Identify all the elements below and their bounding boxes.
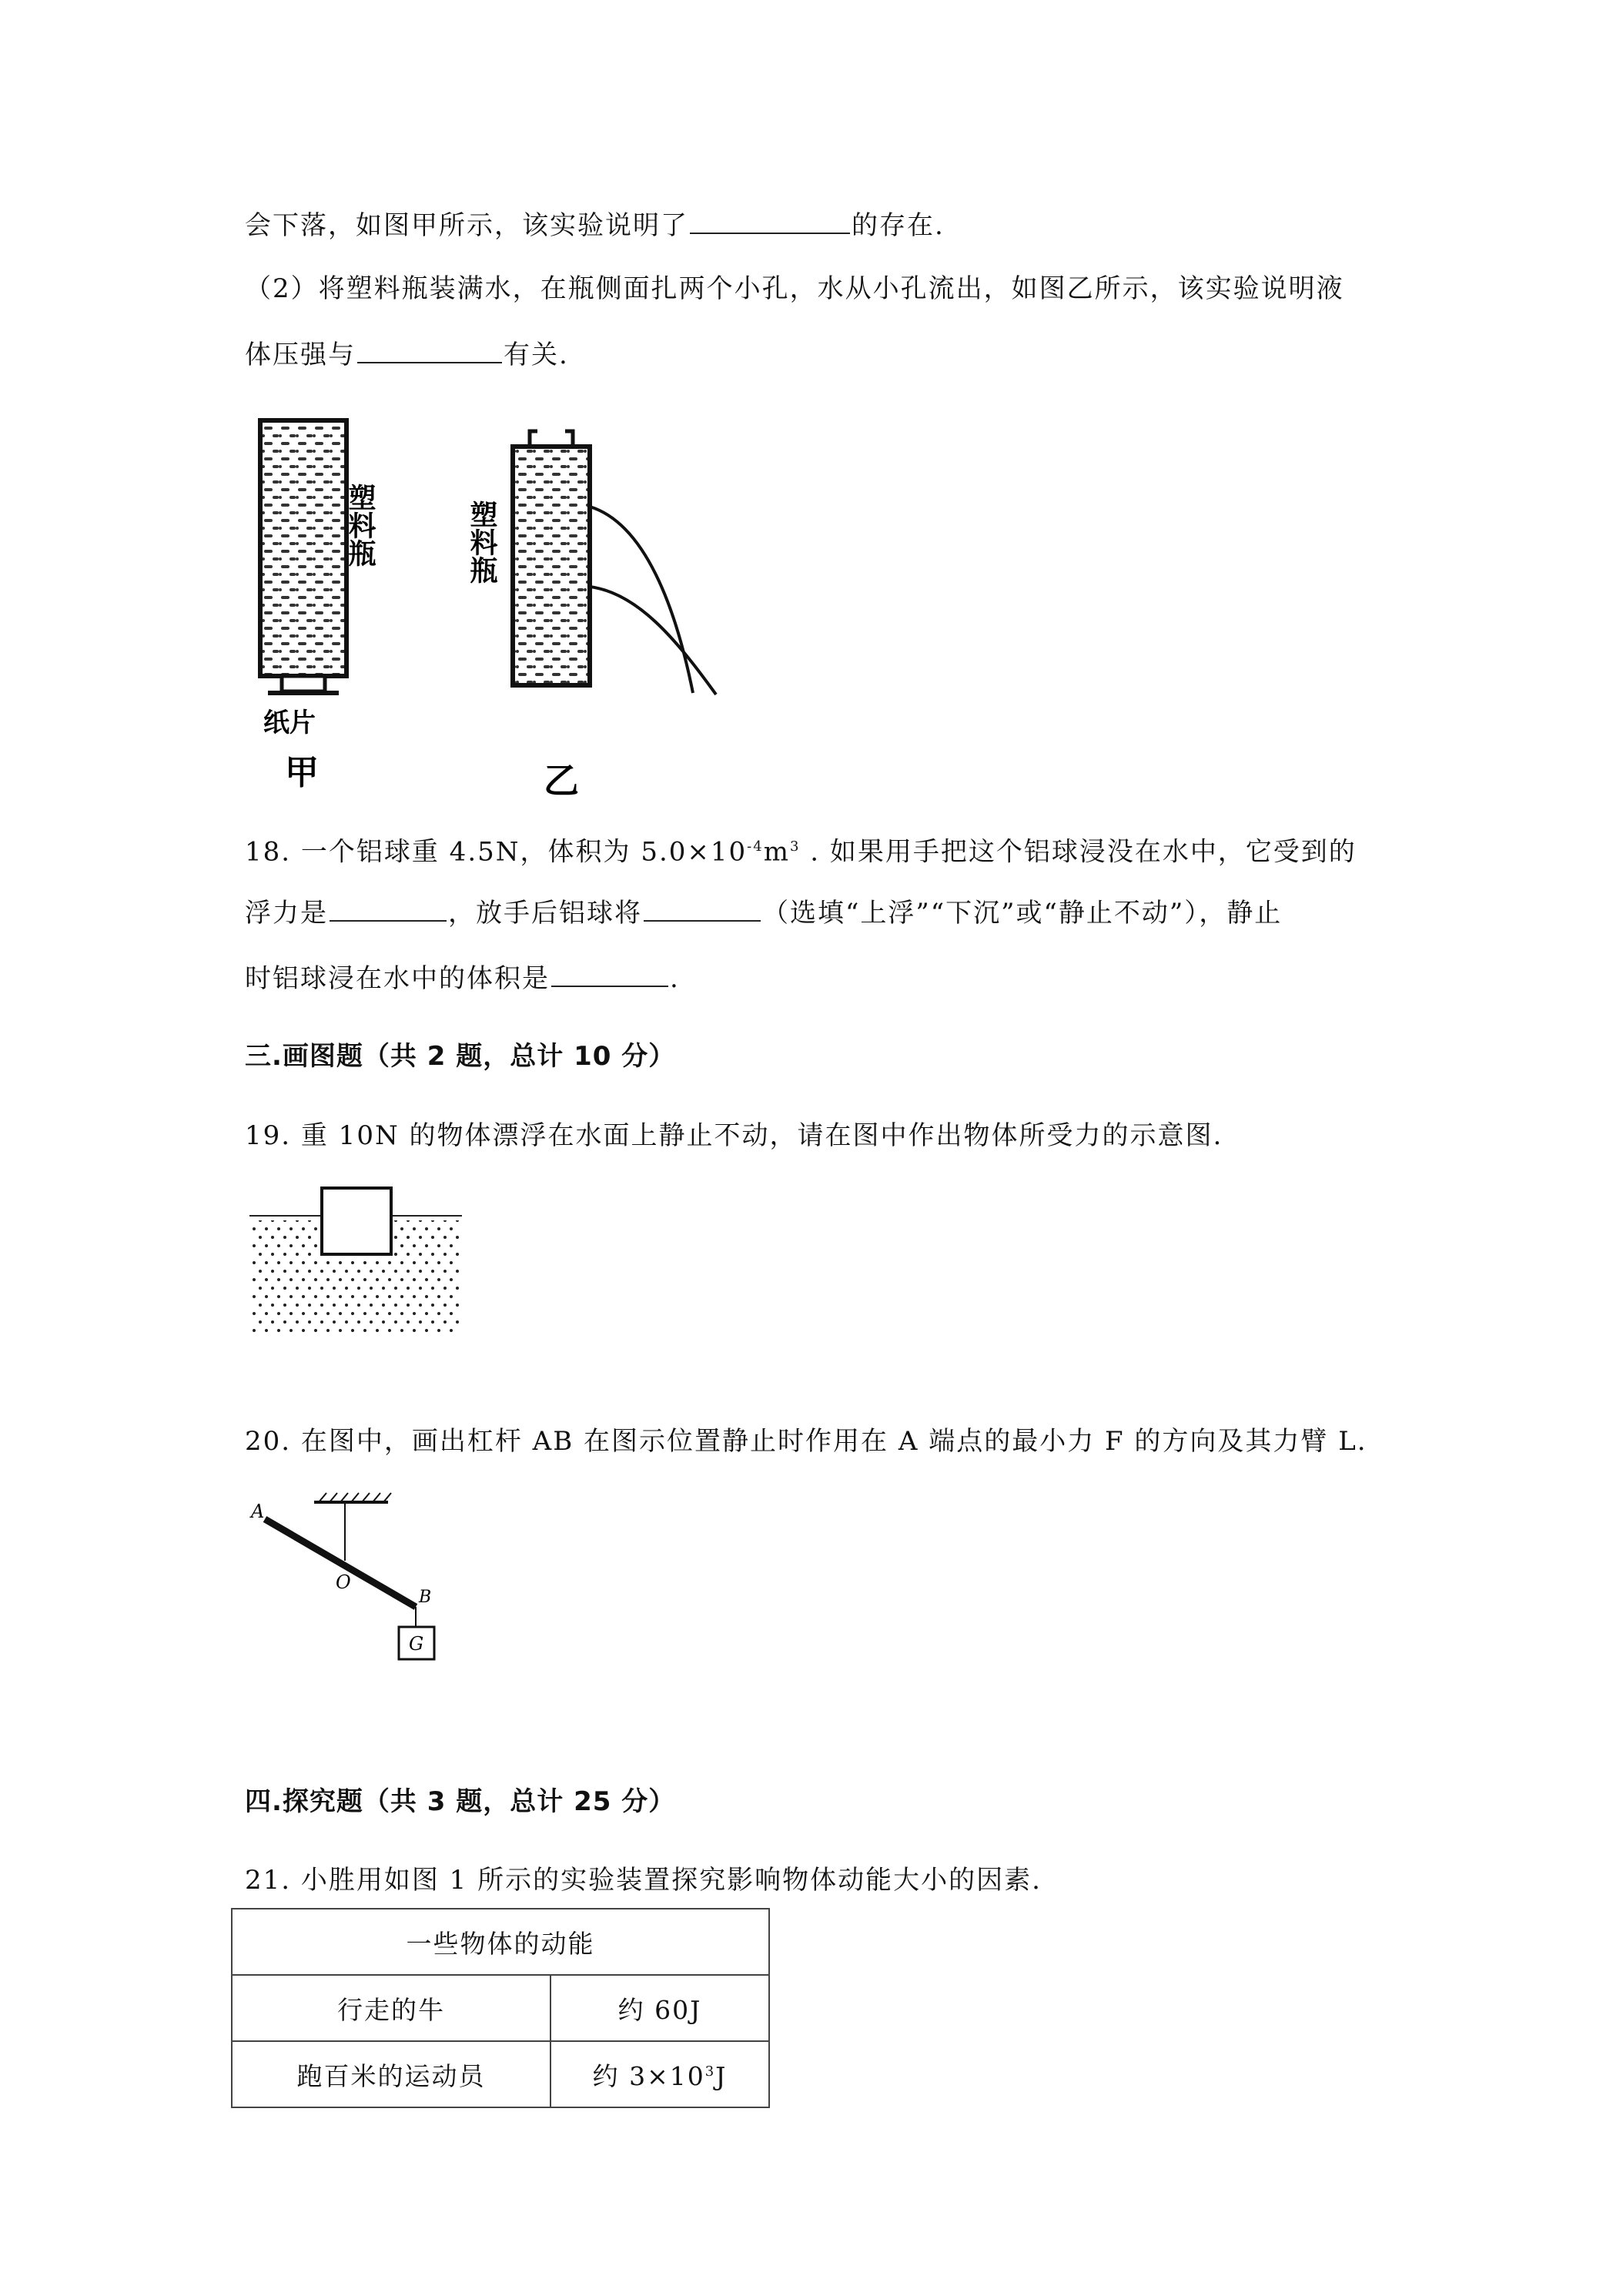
section-heading-inquiry: 四.探究题（共 3 题，总计 25 分） [245,1786,676,1817]
text: 浮力是 [245,898,328,929]
table-cell: 跑百米的运动员 [232,2041,550,2107]
text: （选填“上浮”“下沉”或“静止不动”），静止 [762,898,1283,929]
label-a: A [251,1501,265,1522]
text: 有关. [504,340,569,370]
text: 体压强与 [245,340,356,370]
water-stream-lower [590,587,716,694]
water-stream-upper [590,507,693,693]
lever-figure [245,1490,445,1667]
lever-ab [265,1519,416,1607]
bottle-experiment-figure [245,408,738,808]
bottle-label-jia: 塑料瓶 [344,484,376,567]
q17-line-2: （2）将塑料瓶装满水，在瓶侧面扎两个小孔，水从小孔流出，如图乙所示，该实验说明液 [245,273,1344,304]
text: 会下落，如图甲所示，该实验说明了 [245,210,688,241]
section-heading-drawing: 三.画图题（共 2 题，总计 10 分） [245,1041,676,1072]
caption-yi: 乙 [544,760,579,802]
q18-line-1 [245,832,1357,867]
text: . [670,963,680,994]
exponent: 3 [704,2063,716,2080]
unit: m [763,836,790,868]
answer-blank[interactable] [690,209,850,234]
text: 时铝球浸在水中的体积是 [245,963,550,994]
answer-blank[interactable] [644,897,761,922]
label-g: G [409,1633,424,1655]
bottle-label-yi: 塑料瓶 [466,500,498,584]
q18-line-3 [245,962,680,994]
q21-text: 21. 小胜用如图 1 所示的实验装置探究影响物体动能大小的因素. [245,1865,1042,1896]
text: . 如果用手把这个铝球浸没在水中，它受到的 [800,836,1357,868]
q20-text: 20. 在图中，画出杠杆 AB 在图示位置静止时作用在 A 端点的最小力 F 的方向及其力臂 L. [245,1426,1367,1457]
q18-line-2 [245,897,1282,929]
label-o: O [336,1571,351,1593]
kinetic-energy-table [231,1908,770,2108]
answer-blank[interactable] [551,962,668,987]
table-cell: 行走的牛 [232,1975,550,2041]
q17-line-1 [245,209,945,241]
unit: J [715,2060,728,2091]
table-row [232,2041,769,2107]
label-b: B [419,1588,432,1607]
bottle-jia [260,420,346,693]
caption-jia: 甲 [285,753,319,792]
table-cell: 约 60J [550,1975,769,2041]
text: 的存在. [852,210,945,241]
floating-block [322,1188,391,1254]
q17-line-3 [245,339,569,370]
text: 约 3×10 [592,2060,705,2091]
exponent: -4 [747,838,764,855]
floating-block-figure [245,1182,468,1344]
table-row [232,1975,769,2041]
answer-blank[interactable] [357,339,502,363]
answer-blank[interactable] [330,897,447,922]
table-cell [550,2041,769,2107]
table-title: 一些物体的动能 [232,1909,769,1975]
exponent: 3 [789,838,801,855]
text: 18. 一个铝球重 4.5N，体积为 5.0×10 [245,836,748,868]
text: ，放手后铝球将 [448,898,642,929]
q19-text: 19. 重 10N 的物体漂浮在水面上静止不动，请在图中作出物体所受力的示意图. [245,1120,1223,1151]
paper-label: 纸片 [263,708,316,738]
bottle-yi [513,431,716,694]
